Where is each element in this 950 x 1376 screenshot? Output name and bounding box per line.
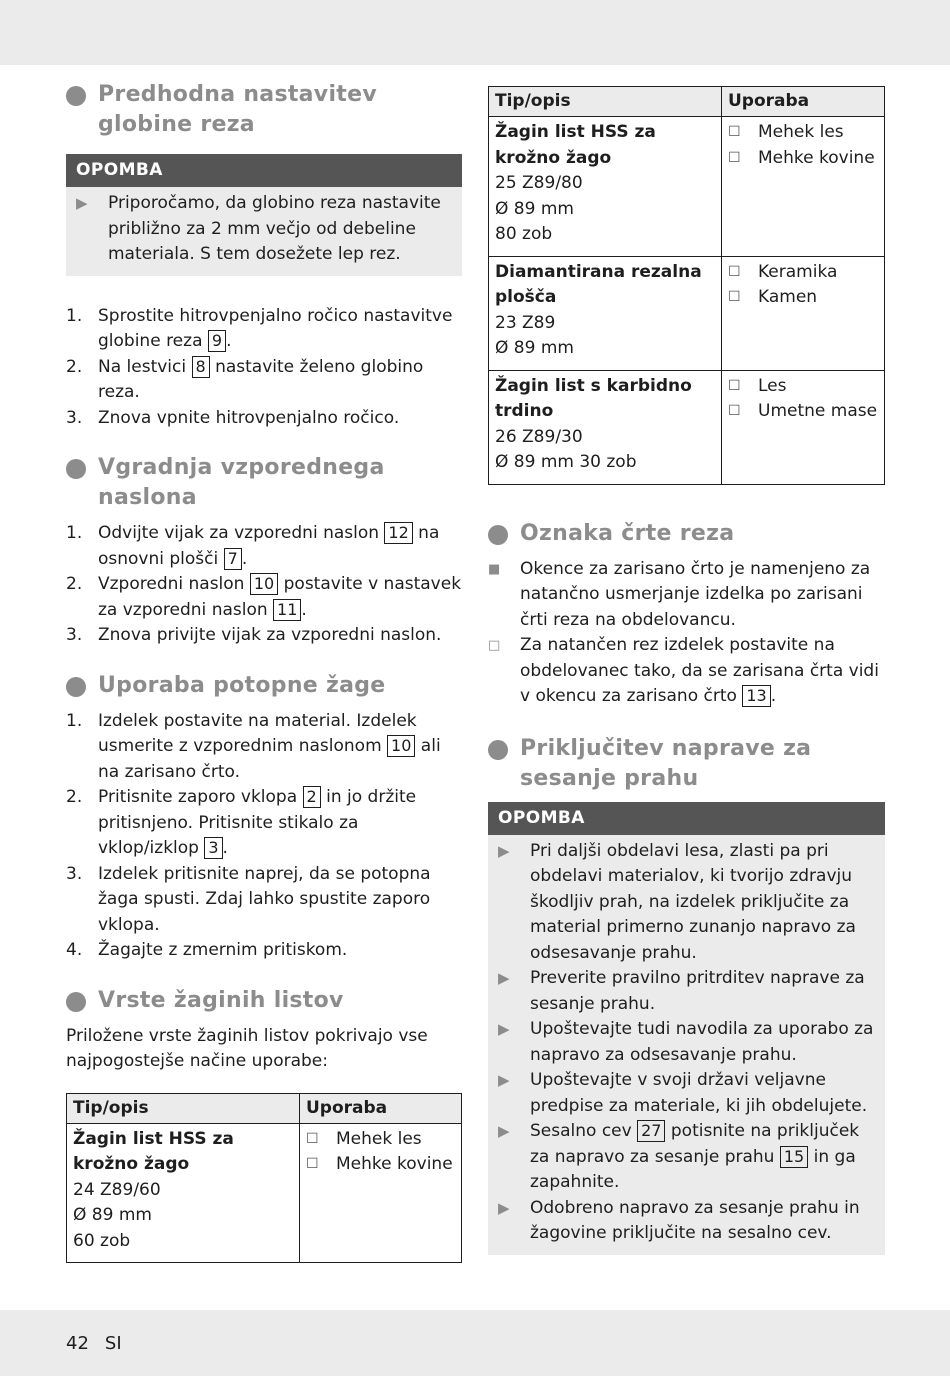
filled-square-icon: ■ [488,561,501,577]
bottom-band [0,1310,950,1376]
list-item [66,355,462,406]
note-text: Pri daljši obdelavi lesa, zlasti pa pri obdelavi materialov, ki tvorijo zdravju škodljiv prah, na izdelek priključite za material primerno zunanjo napravo za odsesavanje prahu. [530,840,856,963]
note-text: potisnite na priključek za napravo za sesanje prahu [530,1121,860,1167]
left-column [66,80,462,1263]
note-item [498,839,875,967]
part-number-ref: 9 [208,330,226,352]
step-number: 2. [66,356,83,377]
section-heading-dust-extraction [488,734,885,794]
step-text: Pritisnite zaporo vklopa [98,787,303,807]
step-text: Sprostite hitrovpenjalno ročico nastavitve globine reza [98,305,453,351]
part-number-ref: 8 [192,356,210,378]
step-text: Žagajte z zmernim pritiskom. [98,940,348,960]
step-number: 1. [66,523,83,543]
bullet-dot-icon [66,677,86,697]
note-item [498,1196,875,1247]
note-box [66,154,462,276]
list-item [66,623,462,649]
use-label: Mehek les [336,1128,422,1149]
note-item [498,1119,875,1196]
step-text: Izdelek pritisnite naprej, da se potopna žaga spusti. Zdaj lahko spustite zaporo vklopa. [98,863,431,935]
blade-spec: 60 zob [73,1230,131,1251]
section-heading-plunge-saw [66,671,462,701]
bullet-text: Za natančen rez izdelek postavite na obdelovanec tako, da se zarisana črta vidi v okencu za zarisano črto [520,635,879,706]
bullet-text: . [770,686,777,706]
part-number-ref: 12 [384,522,412,544]
use-label: Umetne mase [758,401,878,421]
note-text: Preverite pravilno pritrditev naprave za sesanje prahu. [530,968,865,1014]
part-number-ref: 11 [273,599,301,621]
list-item [488,557,885,634]
section-title: Priključitev naprave za sesanje prahu [520,735,812,791]
arrow-right-icon: ▶ [498,1071,510,1089]
arrow-right-icon: ▶ [498,841,510,860]
checkbox-icon: ☐ [306,1156,319,1172]
column-header: Uporaba [300,1093,462,1123]
arrow-right-icon: ▶ [498,1198,510,1217]
arrow-right-icon: ▶ [76,194,88,212]
list-item [66,709,462,786]
step-text: in jo držite pritisnjeno. Pritisnite stikalo za vklop/izklop [98,787,417,858]
top-band [0,0,950,65]
step-text: Vzporedni naslon [98,574,250,594]
checkbox-icon: ☐ [728,124,741,140]
use-item [728,399,878,425]
checkbox-icon: ☐ [728,289,741,305]
blade-name: Diamantirana rezalna plošča [495,261,702,307]
part-number-ref: 10 [250,573,278,595]
intro-paragraph: Priložene vrste žaginih listov pokrivajo vse najpogostejše načine uporabe: [66,1025,428,1071]
section-heading-cut-line [488,519,885,549]
section-title: Oznaka črte reza [520,520,735,546]
use-label: Mehke kovine [758,147,875,168]
step-text: Na lestvici [98,356,192,377]
step-number: 2. [66,787,83,807]
note-item [498,966,875,1017]
arrow-right-icon: ▶ [498,1122,510,1140]
steps-plunge-saw [66,709,462,964]
note-box [488,802,885,1255]
step-text: . [301,599,307,620]
step-text: nastavite želeno globino reza. [98,356,424,402]
part-number-ref: 7 [224,548,242,570]
step-number: 1. [66,710,83,731]
blade-spec: 25 Z89/80 [495,173,583,193]
bullet-dot-icon [488,525,508,545]
use-label: Keramika [758,261,838,282]
checkbox-icon: ☐ [728,403,741,419]
note-item [76,191,452,268]
step-number: 1. [66,305,83,326]
step-text: Znova privijte vijak za vzporedni naslon. [98,625,442,645]
blade-spec: Ø 89 mm 30 zob [495,452,637,472]
step-text: . [222,838,228,858]
checkbox-icon: ☐ [728,377,741,394]
use-label: Mehke kovine [336,1154,453,1174]
language-code: SI [104,1333,122,1354]
steps-cut-depth [66,304,462,432]
note-label: OPOMBA [66,154,462,187]
section-title: Vgradnja vzporednega naslona [98,455,385,510]
table-header-row [67,1093,462,1123]
list-item [66,862,462,939]
note-text: Priporočamo, da globino reza nastavite približno za 2 mm večjo od debeline materiala. S tem dosežete lep rez. [108,193,441,264]
part-number-ref: 2 [303,786,321,808]
blade-spec: Ø 89 mm [495,198,574,219]
blade-table [66,1093,462,1264]
table-row [489,117,885,257]
table-row [489,370,885,484]
use-item [728,285,878,311]
section-title: Vrste žaginih listov [98,987,344,1013]
use-item [728,374,878,400]
step-number: 2. [66,574,83,594]
step-text: Odvijte vijak za vzporedni naslon [98,523,385,543]
page-footer [66,1333,122,1354]
bullet-dot-icon [66,992,86,1012]
list-item [66,785,462,862]
use-item [306,1152,455,1178]
table-row [67,1123,462,1263]
use-label: Les [758,375,787,396]
step-text: . [241,548,248,569]
blade-spec: Ø 89 mm [73,1205,152,1225]
blade-table [488,86,885,485]
page-number: 42 [66,1333,89,1354]
blade-spec: Ø 89 mm [495,338,574,358]
use-label: Kamen [758,287,818,307]
column-header: Tip/opis [67,1093,300,1123]
step-text: ali na zarisano črto. [98,736,441,782]
part-number-ref: 3 [204,837,222,859]
column-header: Uporaba [722,87,885,117]
section-title: Predhodna nastavitev globine reza [98,82,377,137]
note-text: Upoštevajte tudi navodila za uporabo za napravo za odsesavanje prahu. [530,1019,874,1065]
note-item [498,1068,875,1119]
blade-spec: 24 Z89/60 [73,1179,161,1200]
note-text: Upoštevajte v svoji državi veljavne predpise za materiale, ki jih obdelujete. [530,1070,868,1116]
step-text: Znova vpnite hitrovpenjalno ročico. [98,407,400,428]
part-number-ref: 15 [780,1146,808,1168]
steps-parallel-guide [66,521,462,649]
checkbox-icon: ☐ [306,1130,319,1147]
use-item [728,260,878,286]
step-number: 3. [66,863,83,884]
bullet-dot-icon [488,740,508,760]
list-item [66,938,462,964]
step-number: 3. [66,407,83,428]
section-heading-cut-depth [66,80,462,140]
section-heading-blade-types [66,986,462,1016]
column-header: Tip/opis [489,87,722,117]
step-number: 4. [66,940,83,960]
note-text: Sesalno cev [530,1121,638,1141]
right-column [488,86,885,1269]
use-item [306,1127,455,1153]
checkbox-icon: ☐ [728,263,741,280]
use-item [728,146,878,172]
list-item [488,633,885,710]
part-number-ref: 10 [387,735,415,757]
list-item [66,572,462,623]
use-label: Mehek les [758,122,844,142]
note-text: in ga zapahnite. [530,1146,856,1192]
table-row [489,256,885,370]
blade-spec: 80 zob [495,224,553,244]
blade-spec: 23 Z89 [495,312,556,333]
step-text: . [226,331,232,351]
empty-square-icon: □ [488,638,501,653]
note-item [498,1017,875,1068]
step-number: 3. [66,625,83,645]
blade-name: Žagin list s karbidno trdino [495,375,692,421]
step-text: postavite v nastavek za vzporedni naslon [98,574,462,620]
table-header-row [489,87,885,117]
cut-line-bullets [488,557,885,710]
blade-spec: 26 Z89/30 [495,426,583,447]
part-number-ref: 13 [742,685,770,707]
list-item [66,521,462,572]
list-item [66,406,462,432]
bullet-dot-icon [66,86,86,106]
step-text: Izdelek postavite na material. Izdelek usmerite z vzporednim naslonom [98,710,417,756]
blade-name: Žagin list HSS za krožno žago [73,1128,234,1174]
part-number-ref: 27 [637,1120,665,1142]
section-title: Uporaba potopne žage [98,672,386,698]
use-item [728,120,878,146]
list-item [66,304,462,355]
section-heading-parallel-guide [66,453,462,513]
checkbox-icon: ☐ [728,149,741,166]
bullet-dot-icon [66,459,86,479]
blade-name: Žagin list HSS za krožno žago [495,122,656,168]
step-text: na osnovni plošči [98,523,440,569]
arrow-right-icon: ▶ [498,1020,510,1038]
note-text: Odobreno napravo za sesanje prahu in žagovine priključite na sesalno cev. [530,1197,860,1243]
arrow-right-icon: ▶ [498,969,510,987]
bullet-text: Okence za zarisano črto je namenjeno za natančno usmerjanje izdelka po zarisani črti reza na obdelovancu. [520,558,871,630]
note-label: OPOMBA [488,802,885,835]
